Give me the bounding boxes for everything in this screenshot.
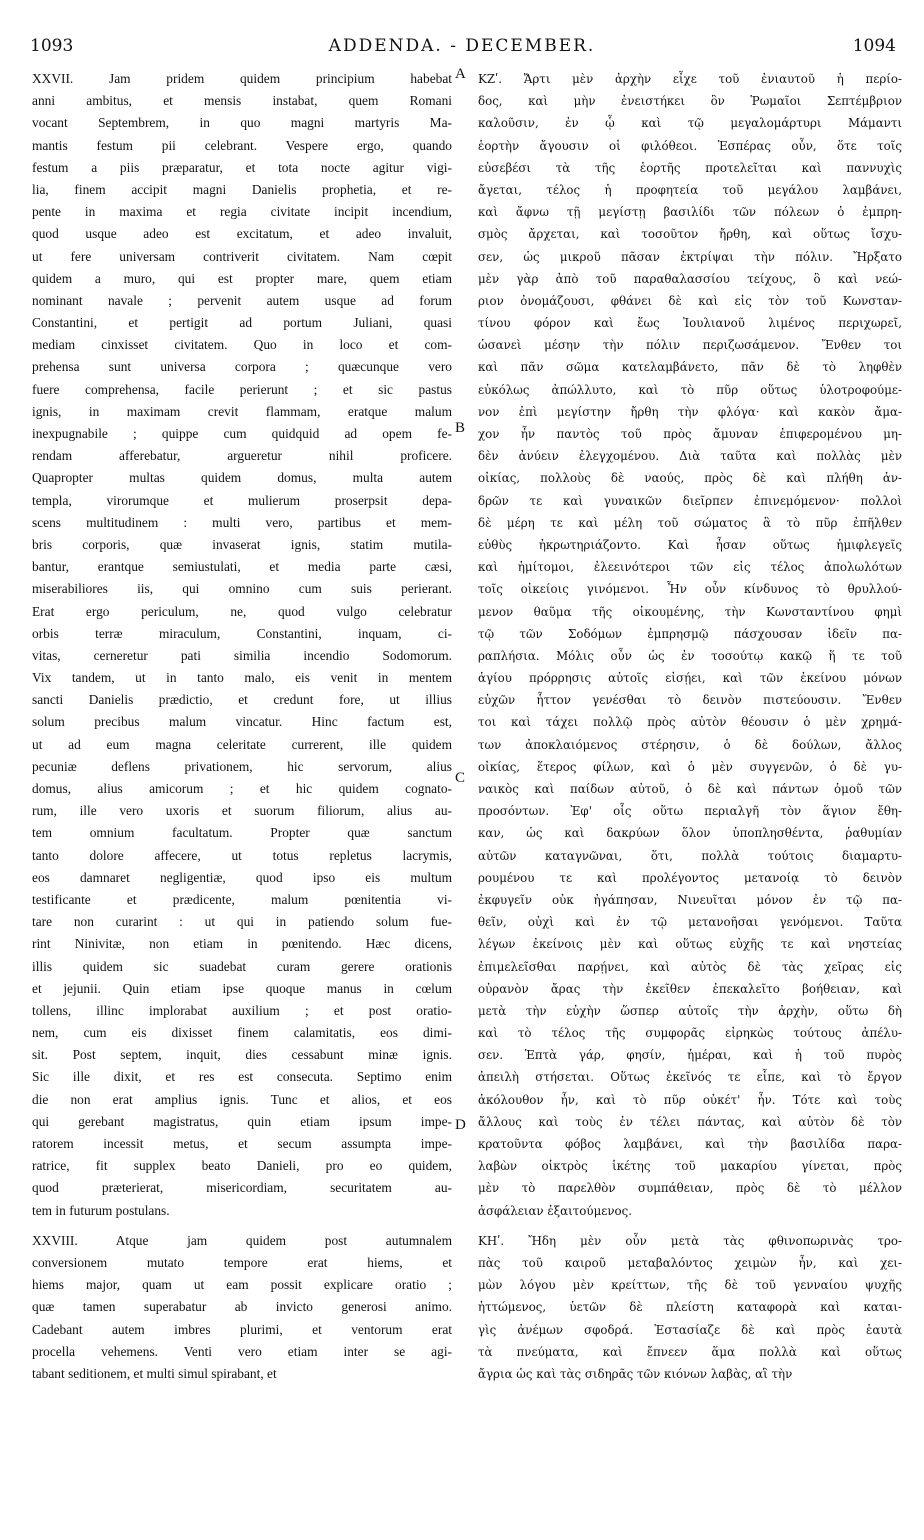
latin-text-line: tanto dolore affecere, ut totus repletus lacrymis, (32, 847, 452, 863)
greek-text-line: καὶ ἄφνω τῇ μεγίστῃ βασιλίδι τῶν πόλεων ὁ ἐμπρη- (478, 205, 902, 220)
greek-text-line: κρατοῦντα φόβος λαμβάνει, καὶ τὴν βασιλίδα παρα- (478, 1137, 902, 1151)
margin-letter-b: B (455, 420, 466, 436)
latin-text-line: nominant navale ; pervenit autem usque ad forum (32, 292, 452, 308)
greek-text-line: ἄγρια ὡς καὶ τὰς σιδηρᾶς τῶν κιόνων λαβὰς, αἳ τὴν (478, 1366, 793, 1381)
latin-text-line: ut fere universam contriverit civitatem. Nam cœpit (32, 248, 452, 264)
greek-text-line: λέγων ἐκείνοις μὲν καὶ οὕτως εὐχῆς τε καὶ νηστείας (478, 937, 902, 952)
latin-text-line: ratrice, fit supplex beato Danieli, pro eo quidem, (32, 1158, 452, 1174)
greek-text-line: καὶ ἡμίτομοι, ἐλεεινότεροι τῶν εἰς τέλος ἀπολωλότων (478, 560, 902, 575)
greek-text-line: ἐπιμελεῖσθαι παρῄνει, καὶ αὐτὸς δὲ τὰς χεῖρας εἰς (478, 959, 902, 974)
latin-text-line: vocant Septembrem, in quo magni martyris Ma- (32, 115, 452, 131)
greek-text-line: ἄγεται, τέλος ἡ προφητεία τοῦ μεγάλου λαμβάνει, (478, 182, 902, 197)
greek-text-line: δὲν ἀνύειν ἐλεγχομένου. Διὰ ταῦτα καὶ πολλὰς μὲν (478, 449, 902, 464)
margin-letter-a: A (455, 66, 466, 82)
latin-column (32, 68, 452, 1385)
latin-paragraph-gap (32, 1222, 452, 1230)
greek-text-line: οἰκίας, ἕτερος φίλων, καὶ ὁ μὲν συγγενῶν, ὁ δὲ γυ- (478, 759, 902, 774)
greek-text-line: μὼν λόγου μὲν κρείττων, τῆς δὲ τοῦ γενναίου ψυχῆς (478, 1278, 902, 1293)
latin-text-line: mediam cinxisset civitatem. Quo in loco et com- (32, 337, 452, 353)
latin-text-line: ignis, in maximam crevit flammam, eratque malum (32, 403, 452, 419)
greek-text-line: ὡσανεὶ μέσην τὴν πόλιν περιζωσάμενον. Ἔνθεν τοι (478, 338, 902, 353)
latin-text-line: rendam afferebatur, argueretur nihil proficere. (32, 448, 452, 464)
greek-text-line: δὲ μέρη τε καὶ μέλη τοῦ σώματος ἃ τὸ πῦρ ἐπῆλθεν (478, 515, 902, 530)
greek-text-line: ἡττώμενος, ὑετῶν δὲ πλείστη καταφορὰ καὶ καται- (478, 1300, 902, 1315)
greek-text-line: καν, ὡς καὶ δακρύων ὅλον ὑποπλησθέντα, ῥαθυμίαν (478, 826, 902, 841)
greek-text-line: οὐρανὸν ἄρας τὴν ἐκεῖθεν ἐπεκαλεῖτο βοήθειαν, καὶ (478, 981, 902, 996)
latin-text-line: sancti Danielis prædictio, et credunt fore, ut illius (32, 692, 452, 708)
greek-text-line: καλοῦσιν, ἐν ᾧ καὶ τῷ μεγαλομάρτυρι Μάμαντι (478, 116, 902, 131)
latin-text-line: ratorem incessit metus, et secum assumpta impe- (32, 1136, 452, 1151)
greek-text-line: των ἀποκλαιόμενος στέρησιν, ὁ δὲ δούλων, ἄλλος (478, 737, 902, 752)
page-header (0, 36, 924, 60)
greek-text-line: μετὰ τὴν εὐχὴν ὥσπερ αὐτοῖς τὴν ἀρχὴν, οὕτω δὴ (478, 1003, 902, 1018)
latin-text-line: mantis festum pii celebrant. Vespere ergo, quando (32, 137, 452, 153)
latin-text-line: pecuniæ deflens privationem, hic servorum, alius (32, 758, 452, 774)
greek-text-line: εὐχῶν ἧττον γενέσθαι τὸ δεινὸν πιστεύουσιν. Ἔνθεν (478, 693, 902, 708)
greek-text-line: ρουμένου τε καὶ προλέγοντος μετανοίᾳ τὸ δεινὸν (478, 870, 902, 885)
latin-text-line: Cadebant autem imbres plurimi, et ventorum erat (32, 1321, 452, 1337)
latin-text-line: domus, alius amicorum ; et hic quidem cognato- (32, 781, 452, 796)
latin-text-line: tare non curarint : ut qui in patiendo solum fue- (32, 914, 452, 930)
latin-text-line: conversionem mutato tempore erat hiems, et (32, 1254, 452, 1270)
latin-text-line: eos damnaret negligentiæ, quod ipso eis multum (32, 869, 452, 885)
latin-text-line: Constantini, et pertigit ad portum Juliani, quasi (32, 315, 452, 331)
greek-text-line: ριον ὀνομάζουσι, φθάνει δὲ καὶ εἰς τὸν τοῦ Κωνσταν- (478, 293, 902, 308)
greek-text-line: ΚΗʹ. Ἤδη μὲν οὖν μετὰ τὰς φθινοπωρινὰς τρο- (478, 1233, 902, 1248)
greek-text-line: εὐκόλως ἀπώλλυτο, καὶ τὸ πῦρ οὕτως ὑλοτροφούμε- (478, 382, 902, 397)
greek-text-line: τίνου φόρον καὶ ἕως Ἰουλιανοῦ λιμένος περιχωρεῖ, (478, 316, 902, 331)
latin-text-line: Sic ille dixit, et res est consecuta. Septimo enim (32, 1069, 452, 1085)
latin-text-line: illis quidem sic suadebat curam gerere orationis (32, 958, 452, 974)
greek-text-line: λαβὼν οἰκτρὸς ἱκέτης τοῦ μακαρίου γίνεται, πρὸς (478, 1159, 902, 1174)
greek-text-line: ἐκφυγεῖν οὐκ ἠγάπησαν, Νινευῖται μόνον ἐν τῷ πα- (478, 892, 902, 907)
greek-text-line: θεῖν, οὐχὶ καὶ ἐν τῷ μετανοῆσαι γενόμενοι. Ταῦτα (478, 915, 902, 930)
latin-text-line: fuere comprehensa, facile perierunt ; et sic pastus (32, 381, 452, 397)
greek-paragraph-gap (478, 1222, 902, 1230)
latin-text-line: procella vehemens. Venti vero etiam inter se agi- (32, 1343, 452, 1359)
greek-text-line: γὶς ἀνέμων σφοδρά. Ἐστασίαζε δὲ καὶ πρὸς ἑαυτὰ (478, 1322, 902, 1337)
latin-text-line: vitas, cerneretur pati similia incendio Sodomorum. (32, 647, 452, 663)
latin-text-line: XXVII. Jam pridem quidem principium habebat (32, 71, 452, 86)
greek-text-line: νον ἐπὶ μεγίστην ἤρθη τὴν φλόγα· καὶ κακὸν ἄμα- (478, 404, 902, 419)
latin-text-line: rum, ille vero uxoris et suorum filiorum, alius au- (32, 803, 452, 819)
greek-text-line: τοῖς οἰκείοις γινόμενοι. Ἦν οὖν κίνδυνος τὸ θρυλλού- (478, 582, 902, 597)
greek-text-line: προσόντων. Ἐφ' οἷς οὕτω περιαλγῆ τὸν ἅγιον ἔθη- (478, 804, 902, 819)
latin-text-line: Vix tandem, ut in tanto malo, eis venit in mentem (32, 670, 452, 686)
page-number-left: 1093 (30, 36, 74, 56)
greek-text-line: ἁγίου πρόρρησις αὐτοῖς εἰσῄει, καὶ τῶν ἐκείνου μόνων (478, 671, 902, 686)
latin-text-line: ut ad eum magna celeritate currerent, ille quidem (32, 736, 452, 752)
greek-text-line: σμὸς ἄρχεται, καὶ τοσοῦτον ἤρθη, καὶ οὕτως ἴσχυ- (478, 227, 902, 242)
greek-text-line: σεν, ὡς μικροῦ πᾶσαν ἐκτρίψαι τὴν πόλιν. Ἤρξατο (478, 249, 902, 264)
greek-text-line: τοι καὶ τάχει πολλῷ πρὸς αὐτὸν θέουσιν ὁ μὲν χρημά- (478, 715, 902, 730)
greek-text-line: εὐσεβέσι τὰ τῆς ἑορτῆς προτελεῖται καὶ παννυχὶς (478, 160, 902, 175)
running-title: ADDENDA. - DECEMBER. (328, 36, 596, 56)
greek-text-line: αὐτῶν καταγνῶναι, ὅτι, πολλὰ τούτοις διαμαρτυ- (478, 848, 902, 863)
greek-text-line: ραπλήσια. Μόλις οὖν ὡς ἐν τοσούτῳ κακῷ ἥ τε τοῦ (478, 648, 902, 663)
greek-text-line: οἰκίας, πολλοὺς δὲ ναούς, πρὸς δὲ καὶ πλήθη ἀν- (478, 471, 902, 486)
greek-text-line: ἄλλους καὶ τοὺς ἐν τέλει πάντας, καὶ αὐτὸν δὲ τὸν (478, 1114, 902, 1129)
latin-text-line: pente in maxima et regia civitate incipit incendium, (32, 204, 452, 220)
latin-text-line: orbis terræ miraculum, Constantini, inquam, ci- (32, 625, 452, 641)
greek-text-line: ἀκόλουθον ἦν, καὶ τὸ πῦρ οὐκέτ' ἦν. Τότε καὶ τοὺς (478, 1092, 902, 1107)
greek-column (478, 68, 902, 1385)
greek-text-line: ἀσφάλειαν ἐξαιτούμενος. (478, 1203, 632, 1218)
greek-text-line: εὐθὺς ἠκρωτηριάζοντο. Καὶ ἦσαν οὕτως ἡμιφλεγεῖς (478, 537, 902, 552)
greek-text-line: δος, καὶ μὴν ἐνειστήκει ὃν Ῥωμαῖοι Σεπτέμβριον (478, 94, 902, 109)
latin-text-line: tabant seditionem, et multi simul spirabant, et (32, 1365, 277, 1381)
latin-text-line: nem, cum eis dixisset finem calamitatis, eos dimi- (32, 1025, 452, 1041)
latin-text-line: hiems major, quam ut eam possit explicare oratio ; (32, 1277, 452, 1293)
margin-letter-d: D (455, 1117, 466, 1133)
latin-text-line: bris corporis, quæ invaserat ignis, statim mutila- (32, 536, 452, 552)
latin-text-line: qui gerebant magistratus, quin etiam ipsum impe- (32, 1113, 452, 1129)
latin-text-line: inexpugnabile ; quippe cum quidquid ad opem fe- (32, 426, 452, 441)
latin-text-line: quidem a muro, qui est propter mare, quem etiam (32, 270, 452, 286)
latin-text-line: Quapropter multas quidem domus, multa autem (32, 470, 452, 486)
greek-text-line: ἀπειλὴ στήσεται. Οὕτως ἐκεῖνός τε εἶπε, καὶ τὸ ἔργον (478, 1070, 902, 1085)
latin-text-line: lia, finem accipit magni Danielis prophetia, et re- (32, 181, 452, 197)
latin-text-line: anni ambitus, et mensis instabat, quem Romani (32, 93, 452, 109)
greek-text-line: μὲν γὰρ ἀπὸ τοῦ παραθαλασσίου τείχους, ὃ καὶ νεώ- (478, 271, 902, 286)
greek-text-line: μὲν τὸ παρελθὸν συμπάθειαν, πρὸς δὲ τὸ μέλλον (478, 1181, 902, 1196)
greek-text-line: δρῶν τε καὶ γυναικῶν διεῖρπεν ἐπινεμόμενον· πολλοὶ (478, 493, 902, 508)
greek-text-line: τῷ τῶν Σοδόμων ἐμπρησμῷ πάσχουσαν ἰδεῖν πα- (478, 626, 902, 641)
latin-text-line: miserabiliores iis, qui omnino cum suis perierant. (32, 581, 452, 597)
latin-text-line: testificante et prædicente, malum pœnitentia vi- (32, 891, 452, 907)
latin-text-line: prehensa sunt universa corpora ; quæcunque vero (32, 359, 452, 375)
latin-text-line: solum precibus malum vincatur. Hinc factum est, (32, 714, 452, 730)
latin-text-line: quod præterierat, misericordiam, securitatem au- (32, 1180, 452, 1196)
latin-text-line: tollens, illinc implorabat auxilium ; et post oratio- (32, 1002, 452, 1018)
greek-text-line: ναικὸς καὶ παίδων αὐτοῦ, ὁ δὲ καὶ πάντων ὁμοῦ τῶν (478, 782, 902, 796)
greek-text-line: καὶ τὸ τέλος τῆς συμφορᾶς εἰρηκὼς τούτους ἀπέλυ- (478, 1026, 902, 1041)
greek-text-line: χον ἦν παντὸς τοῦ πρὸς ἄμυναν ἐπιφερομένου μη- (478, 427, 902, 441)
greek-text-line: σεν. Ἑπτὰ γάρ, φησίν, ἡμέραι, καὶ ἡ τοῦ πυρὸς (478, 1048, 902, 1063)
greek-text-line: μενον θαῦμα τῆς οἰκουμένης, τὴν Κωνσταντίνου φημὶ (478, 604, 902, 619)
greek-text-line: ΚΖʹ. Ἄρτι μὲν ἀρχὴν εἶχε τοῦ ἐνιαυτοῦ ἡ περίο- (478, 72, 902, 86)
latin-text-line: XXVIII. Atque jam quidem post autumnalem (32, 1232, 452, 1248)
latin-text-line: tem omnium facultatum. Propter quæ sanctum (32, 825, 452, 841)
latin-text-line: templa, virorumque et mulierum proserpsit depa- (32, 492, 452, 508)
latin-text-line: tem in futurum postulans. (32, 1202, 170, 1218)
latin-text-line: rint Ninivitæ, non etiam in pœnitendo. Hæc dicens, (32, 936, 452, 952)
greek-text-line: καὶ πᾶν σῶμα κατελαμβάνετο, πᾶν δὲ τὸ ληφθὲν (478, 360, 902, 375)
latin-text-line: scens multitudinem : multi vero, partibus et mem- (32, 514, 452, 530)
latin-text-line: die non erat amplius ignis. Tunc et alios, et eos (32, 1091, 452, 1107)
latin-text-line: bantur, erantque semiustulati, et media parte cæsi, (32, 559, 452, 575)
latin-text-line: festum a piis præparatur, et tota nocte agitur vigi- (32, 159, 452, 175)
greek-text-line: πὰς τοῦ καιροῦ μεταβαλόντος χειμὼν ἦν, καὶ χει- (478, 1255, 902, 1270)
latin-text-line: et jejunii. Quin etiam ipse quoque manus in cœlum (32, 980, 452, 996)
latin-text-line: Erat ergo periculum, ne, quod vulgo celebratur (32, 603, 452, 619)
latin-text-line: quod usque adeo est excitatum, et adeo invaluit, (32, 226, 452, 242)
latin-text-line: quæ tamen superabatur ab invicto generosi animo. (32, 1299, 452, 1315)
greek-text-line: τὰ πνεύματα, καὶ ἔπνεεν ἅμα πολλὰ καὶ οὕτως (478, 1344, 902, 1359)
page-number-right: 1094 (852, 36, 896, 56)
greek-text-line: ἑορτὴν ἄγουσιν οἱ φιλόθεοι. Ἑσπέρας οὖν, ὅτε τοῖς (478, 138, 902, 153)
latin-text-line: sit. Post septem, inquit, dies cessabunt minæ ignis. (32, 1047, 452, 1063)
margin-letter-c: C (455, 770, 466, 786)
